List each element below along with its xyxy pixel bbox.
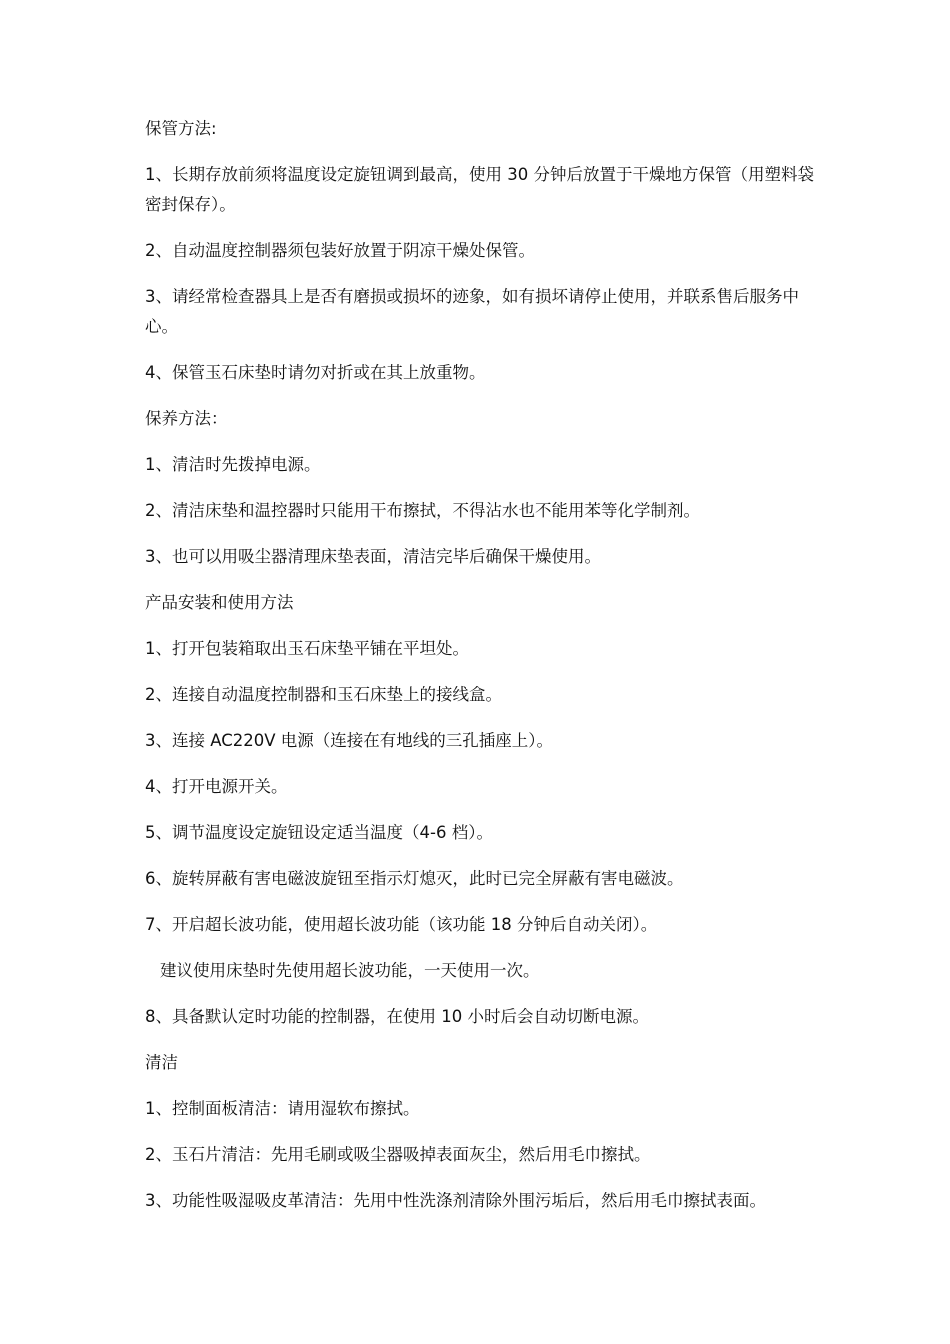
document-body [145, 114, 815, 1232]
installation-item-4: 4、打开电源开关。 [145, 777, 288, 796]
storage-item-1: 1、长期存放前须将温度设定旋钮调到最高，使用 30 分钟后放置于干燥地方保管（用塑料袋密封保存）。 [145, 165, 814, 214]
installation-item-8: 8、具备默认定时功能的控制器，在使用 10 小时后会自动切断电源。 [145, 1007, 649, 1026]
installation-item-3: 3、连接 AC220V 电源（连接在有地线的三孔插座上）。 [145, 731, 554, 750]
maintenance-item-2: 2、清洁床垫和温控器时只能用干布擦拭，不得沾水也不能用苯等化学制剂。 [145, 501, 700, 520]
cleaning-item-2: 2、玉石片清洁：先用毛刷或吸尘器吸掉表面灰尘，然后用毛巾擦拭。 [145, 1145, 651, 1164]
installation-item-1: 1、打开包装箱取出玉石床垫平铺在平坦处。 [145, 639, 469, 658]
maintenance-item-1: 1、清洁时先拨掉电源。 [145, 455, 321, 474]
installation-item-2: 2、连接自动温度控制器和玉石床垫上的接线盒。 [145, 685, 502, 704]
maintenance-item-3: 3、也可以用吸尘器清理床垫表面，清洁完毕后确保干燥使用。 [145, 547, 601, 566]
section-heading-storage: 保管方法: [145, 119, 217, 138]
storage-item-2: 2、自动温度控制器须包装好放置于阴凉干燥处保管。 [145, 241, 535, 260]
section-heading-cleaning: 清洁 [145, 1053, 178, 1072]
installation-note: 建议使用床垫时先使用超长波功能，一天使用一次。 [160, 961, 540, 980]
storage-item-3: 3、请经常检查器具上是否有磨损或损坏的迹象，如有损坏请停止使用，并联系售后服务中心。 [145, 287, 799, 336]
section-heading-maintenance: 保养方法： [145, 409, 228, 428]
installation-item-7: 7、开启超长波功能，使用超长波功能（该功能 18 分钟后自动关闭）。 [145, 915, 658, 934]
installation-item-5: 5、调节温度设定旋钮设定适当温度（4-6 档）。 [145, 823, 493, 842]
storage-item-4: 4、保管玉石床垫时请勿对折或在其上放重物。 [145, 363, 486, 382]
cleaning-item-1: 1、控制面板清洁：请用湿软布擦拭。 [145, 1099, 420, 1118]
section-heading-installation: 产品安装和使用方法 [145, 593, 294, 612]
installation-item-6: 6、旋转屏蔽有害电磁波旋钮至指示灯熄灭，此时已完全屏蔽有害电磁波。 [145, 869, 684, 888]
cleaning-item-3: 3、功能性吸湿吸皮革清洁：先用中性洗涤剂清除外围污垢后，然后用毛巾擦拭表面。 [145, 1191, 766, 1210]
